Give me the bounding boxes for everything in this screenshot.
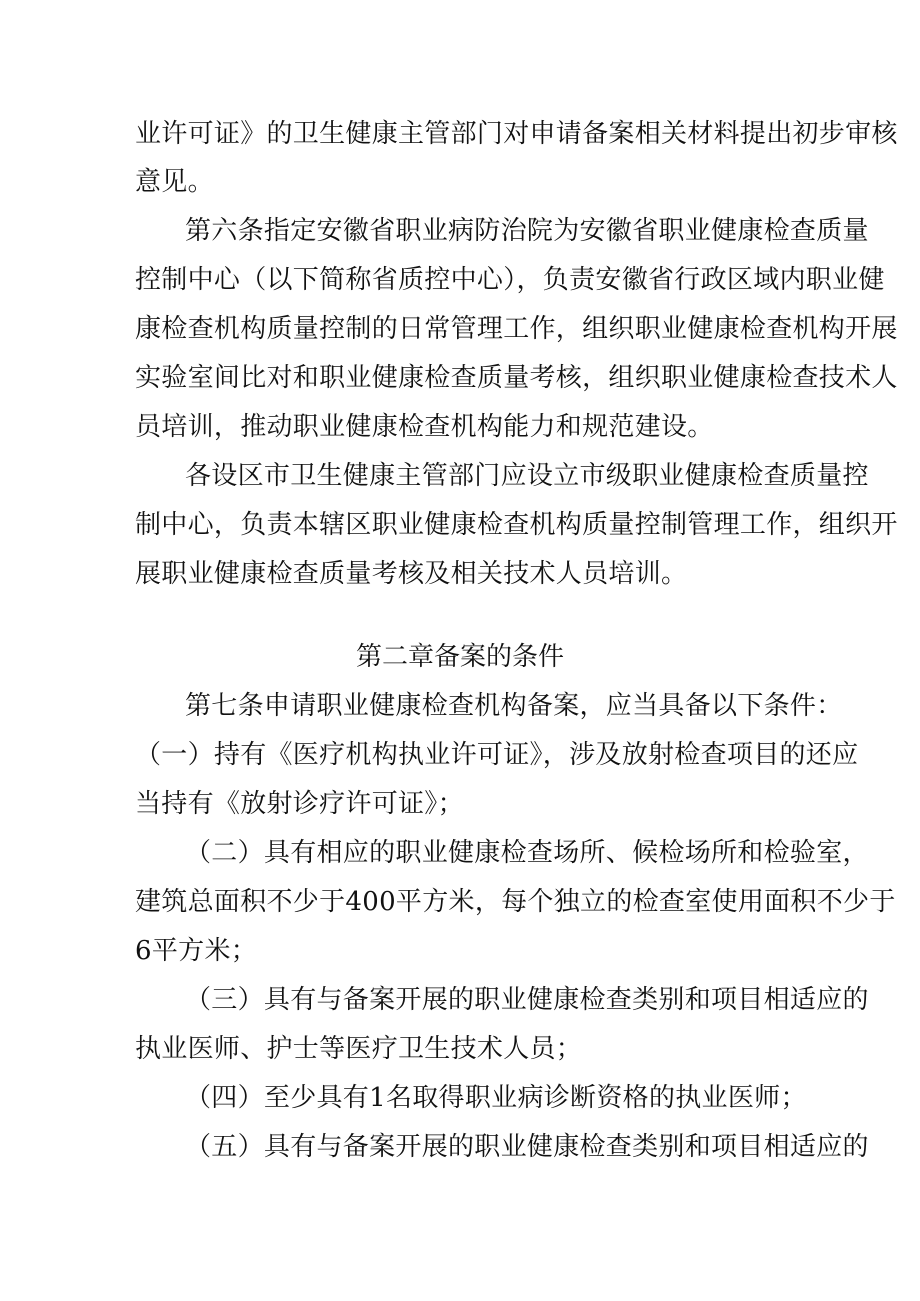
chapter-heading: 第二章备案的条件 [355, 642, 564, 672]
item-3-line: （三）具有与备案开展的职业健康检查类别和项目相适应的 [185, 985, 869, 1015]
article-7-line: 第七条申请职业健康检查机构备案，应当具备以下条件： [185, 691, 843, 721]
text-line: 制中心，负责本辖区职业健康检查机构质量控制管理工作，组织开 [135, 510, 898, 540]
text-line: 展职业健康检查质量考核及相关技术人员培训。 [135, 559, 688, 589]
item-5-line: （五）具有与备案开展的职业健康检查类别和项目相适应的 [185, 1132, 869, 1162]
article-6-line: 第六条指定安徽省职业病防治院为安徽省职业健康检查质量 [185, 216, 869, 246]
text-line: 实验室间比对和职业健康检查质量考核，组织职业健康检查技术人 [135, 363, 898, 393]
item-2-line: （二）具有相应的职业健康检查场所、候检场所和检验室， [185, 838, 869, 868]
text-line: 控制中心（以下简称省质控中心），负责安徽省行政区域内职业健 [135, 265, 885, 295]
paragraph-line: 各设区市卫生健康主管部门应设立市级职业健康检查质量控 [185, 461, 869, 491]
text-line: 业许可证》的卫生健康主管部门对申请备案相关材料提出初步审核 [135, 119, 898, 149]
text-line: 意见。 [135, 167, 214, 197]
text-line: 当持有《放射诊疗许可证》； [135, 789, 464, 819]
item-1-line: （一）持有《医疗机构执业许可证》，涉及放射检查项目的还应 [135, 740, 859, 770]
text-line: 6平方米； [135, 936, 258, 966]
text-line: 建筑总面积不少于400平方米，每个独立的检查室使用面积不少于 [135, 887, 896, 917]
item-4-line: （四）至少具有1名取得职业病诊断资格的执业医师； [185, 1083, 807, 1113]
text-line: 员培训，推动职业健康检查机构能力和规范建设。 [135, 412, 714, 442]
text-line: 康检查机构质量控制的日常管理工作，组织职业健康检查机构开展 [135, 314, 898, 344]
text-line: 执业医师、护士等医疗卫生技术人员； [135, 1034, 583, 1064]
